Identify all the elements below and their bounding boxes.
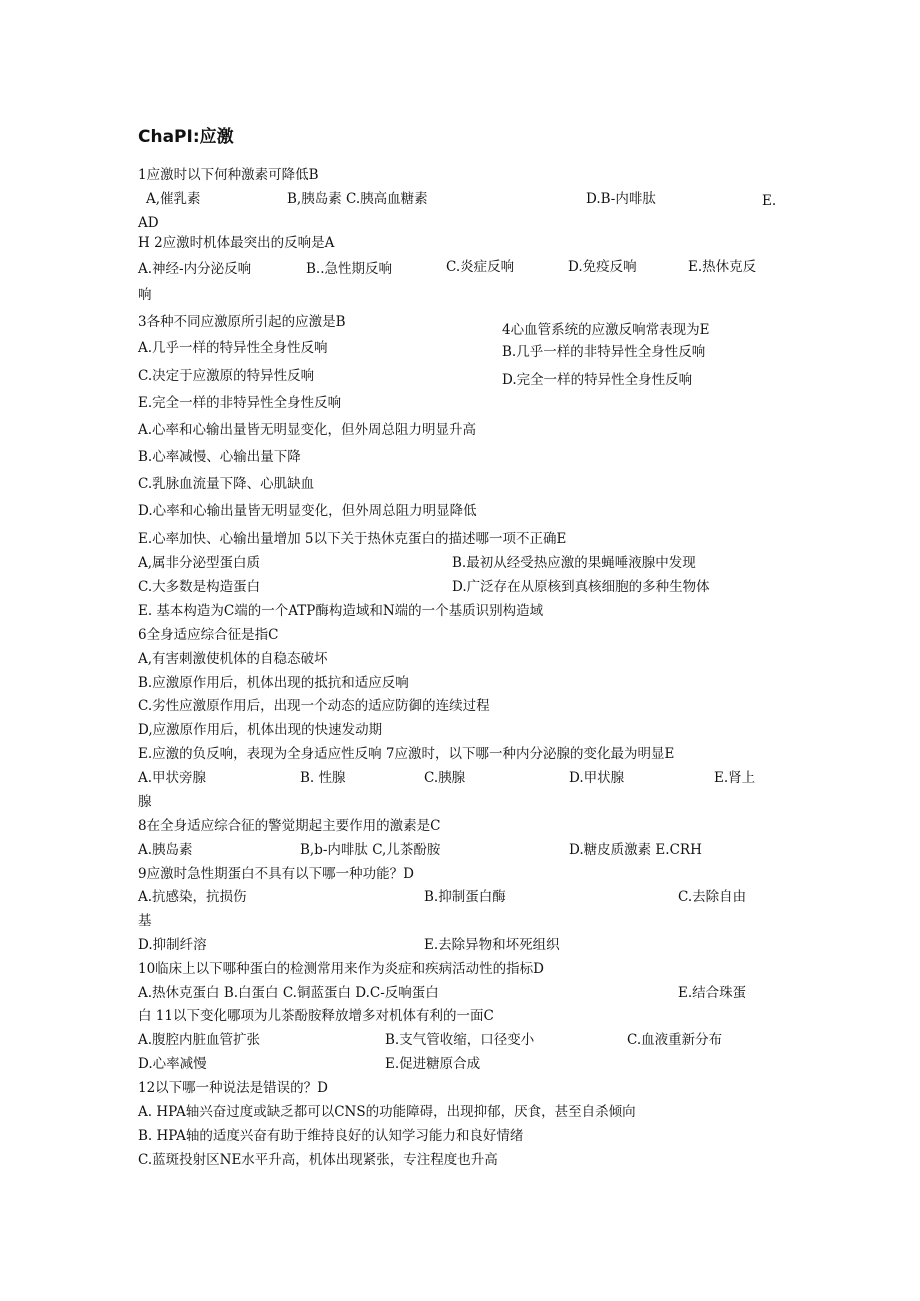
option-8de: D.糖皮质激素 E.CRH (569, 842, 702, 858)
option-5e: E. 基本构造为C端的一个ATP酶构造域和N端的一个基质识别构造域 (138, 603, 544, 619)
question-4: 4心血管系统的应激反响常表现为E (502, 322, 710, 338)
option-7b: B. 性腺 (300, 770, 346, 786)
option-2d: D.免疫反响 (568, 259, 637, 275)
option-7d: D.甲状腺 (569, 770, 625, 786)
option-2e: E.热休克反 (688, 259, 757, 275)
question-12: 12以下哪一种说法是错误的？D (138, 1080, 329, 1096)
option-3a: A.几乎一样的特异性全身性反响 (138, 340, 328, 356)
option-2b: B..急性期反响 (306, 261, 393, 277)
option-4b: B.心率减慢、心输出量下降 (138, 449, 301, 465)
option-9d: D.抑制纤溶 (138, 937, 207, 953)
option-11e: E.促进糖原合成 (385, 1056, 481, 1072)
option-6e-question-7: E.应激的负反响，表现为全身适应性反响 7应激时，以下哪一种内分泌腺的变化最为明显E (138, 746, 675, 762)
option-12c: C.蓝斑投射区NE水平升高，机体出现紧张，专注程度也升高 (138, 1152, 498, 1168)
option-10ad: A.热休克蛋白 B.白蛋白 C.铜蓝蛋白 D.C-反响蛋白 (138, 985, 439, 1001)
option-2c: C.炎症反响 (446, 259, 515, 275)
question-8: 8在全身适应综合征的警觉期起主要作用的激素是C (138, 818, 441, 834)
option-11d: D.心率减慢 (138, 1056, 207, 1072)
option-5b: B.最初从经受热应激的果蝇唾液腺中发现 (452, 555, 696, 571)
option-1bc: B,胰岛素 C.胰高血糖素 (287, 191, 428, 207)
option-3c: C.决定于应激原的特异性反响 (138, 368, 315, 384)
option-8a: A.胰岛素 (138, 842, 193, 858)
question-9: 9应激时急性期蛋白不具有以下哪一种功能？D (138, 866, 414, 882)
option-11b: B.支气管收缩，口径变小 (385, 1032, 535, 1048)
option-5c: C.大多数是构造蛋白 (138, 579, 261, 595)
option-10e: E.结合珠蛋 (678, 985, 747, 1001)
question-10: 10临床上以下哪种蛋白的检测常用来作为炎症和疾病活动性的指标D (138, 961, 545, 977)
option-5d: D.广泛存在从原核到真核细胞的多种生物体 (452, 579, 710, 595)
option-7c: C.胰腺 (424, 770, 466, 786)
option-9e: E.去除异物和坏死组织 (424, 937, 560, 953)
option-10e-cont-question-11: 白 11以下变化哪项为儿茶酚胺释放增多对机体有利的一面C (138, 1008, 494, 1024)
option-11c: C.血液重新分布 (627, 1032, 723, 1048)
option-12a: A. HPA轴兴奋过度或缺乏都可以CNS的功能障碍，出现抑郁，厌食，甚至自杀倾向 (138, 1104, 636, 1120)
option-2a: A.神经-内分泌反响 (138, 261, 252, 277)
question-1: 1应激时以下何种激素可降低B (138, 167, 319, 183)
option-4c: C.乳脉血流量下降、心肌缺血 (138, 476, 315, 492)
option-11a: A.腹腔内脏血管扩张 (138, 1032, 261, 1048)
option-4a: A.心率和心输出量皆无明显变化，但外周总阻力明显升高 (138, 422, 477, 438)
option-7e: E.肾上 (714, 770, 756, 786)
option-7e-cont: 腺 (138, 794, 152, 810)
option-1e: E. (762, 193, 777, 209)
option-6c: C.劣性应激原作用后，出现一个动态的适应防御的连续过程 (138, 698, 490, 714)
option-5a: A,属非分泌型蛋白质 (138, 555, 261, 571)
option-1a: A,催乳素 (146, 191, 201, 207)
option-4e-question-5: E.心率加快、心输出量增加 5以下关于热休克蛋白的描述哪一项不正确E (138, 531, 567, 547)
option-6a: A,有害刺激使机体的自稳态破坏 (138, 651, 328, 667)
option-6b: B.应激原作用后，机体出现的抵抗和适应反响 (138, 675, 409, 691)
option-4d: D.心率和心输出量皆无明显变化，但外周总阻力明显降低 (138, 503, 477, 519)
question-3: 3各种不同应激原所引起的应激是B (138, 314, 346, 330)
option-7a: A.甲状旁腺 (138, 770, 207, 786)
option-6d: D,应激原作用后，机体出现的快速发动期 (138, 722, 383, 738)
option-9b: B.抑制蛋白酶 (424, 889, 506, 905)
option-9a: A.抗感染，抗损伤 (138, 889, 247, 905)
option-8bc: B,b-内啡肽 C,儿茶酚胺 (300, 842, 441, 858)
option-3b: B.几乎一样的非特异性全身性反响 (502, 344, 706, 360)
option-9c-cont: 基 (138, 913, 152, 929)
option-12b: B. HPA轴的适度兴奋有助于维持良好的认知学习能力和良好情绪 (138, 1128, 524, 1144)
question-6: 6全身适应综合征是指C (138, 627, 279, 643)
page-title: ChaPI:应激 (138, 127, 234, 147)
option-9c: C.去除自由 (678, 889, 747, 905)
option-3e: E.完全一样的非特异性全身性反响 (138, 395, 342, 411)
option-3d: D.完全一样的特异性全身性反响 (502, 372, 693, 388)
option-1d: D.B-内啡肽 (586, 191, 656, 207)
option-2e-cont: 响 (138, 287, 152, 303)
option-1e-cont: AD (138, 215, 159, 231)
question-2: H 2应激时机体最突出的反响是A (138, 235, 335, 251)
